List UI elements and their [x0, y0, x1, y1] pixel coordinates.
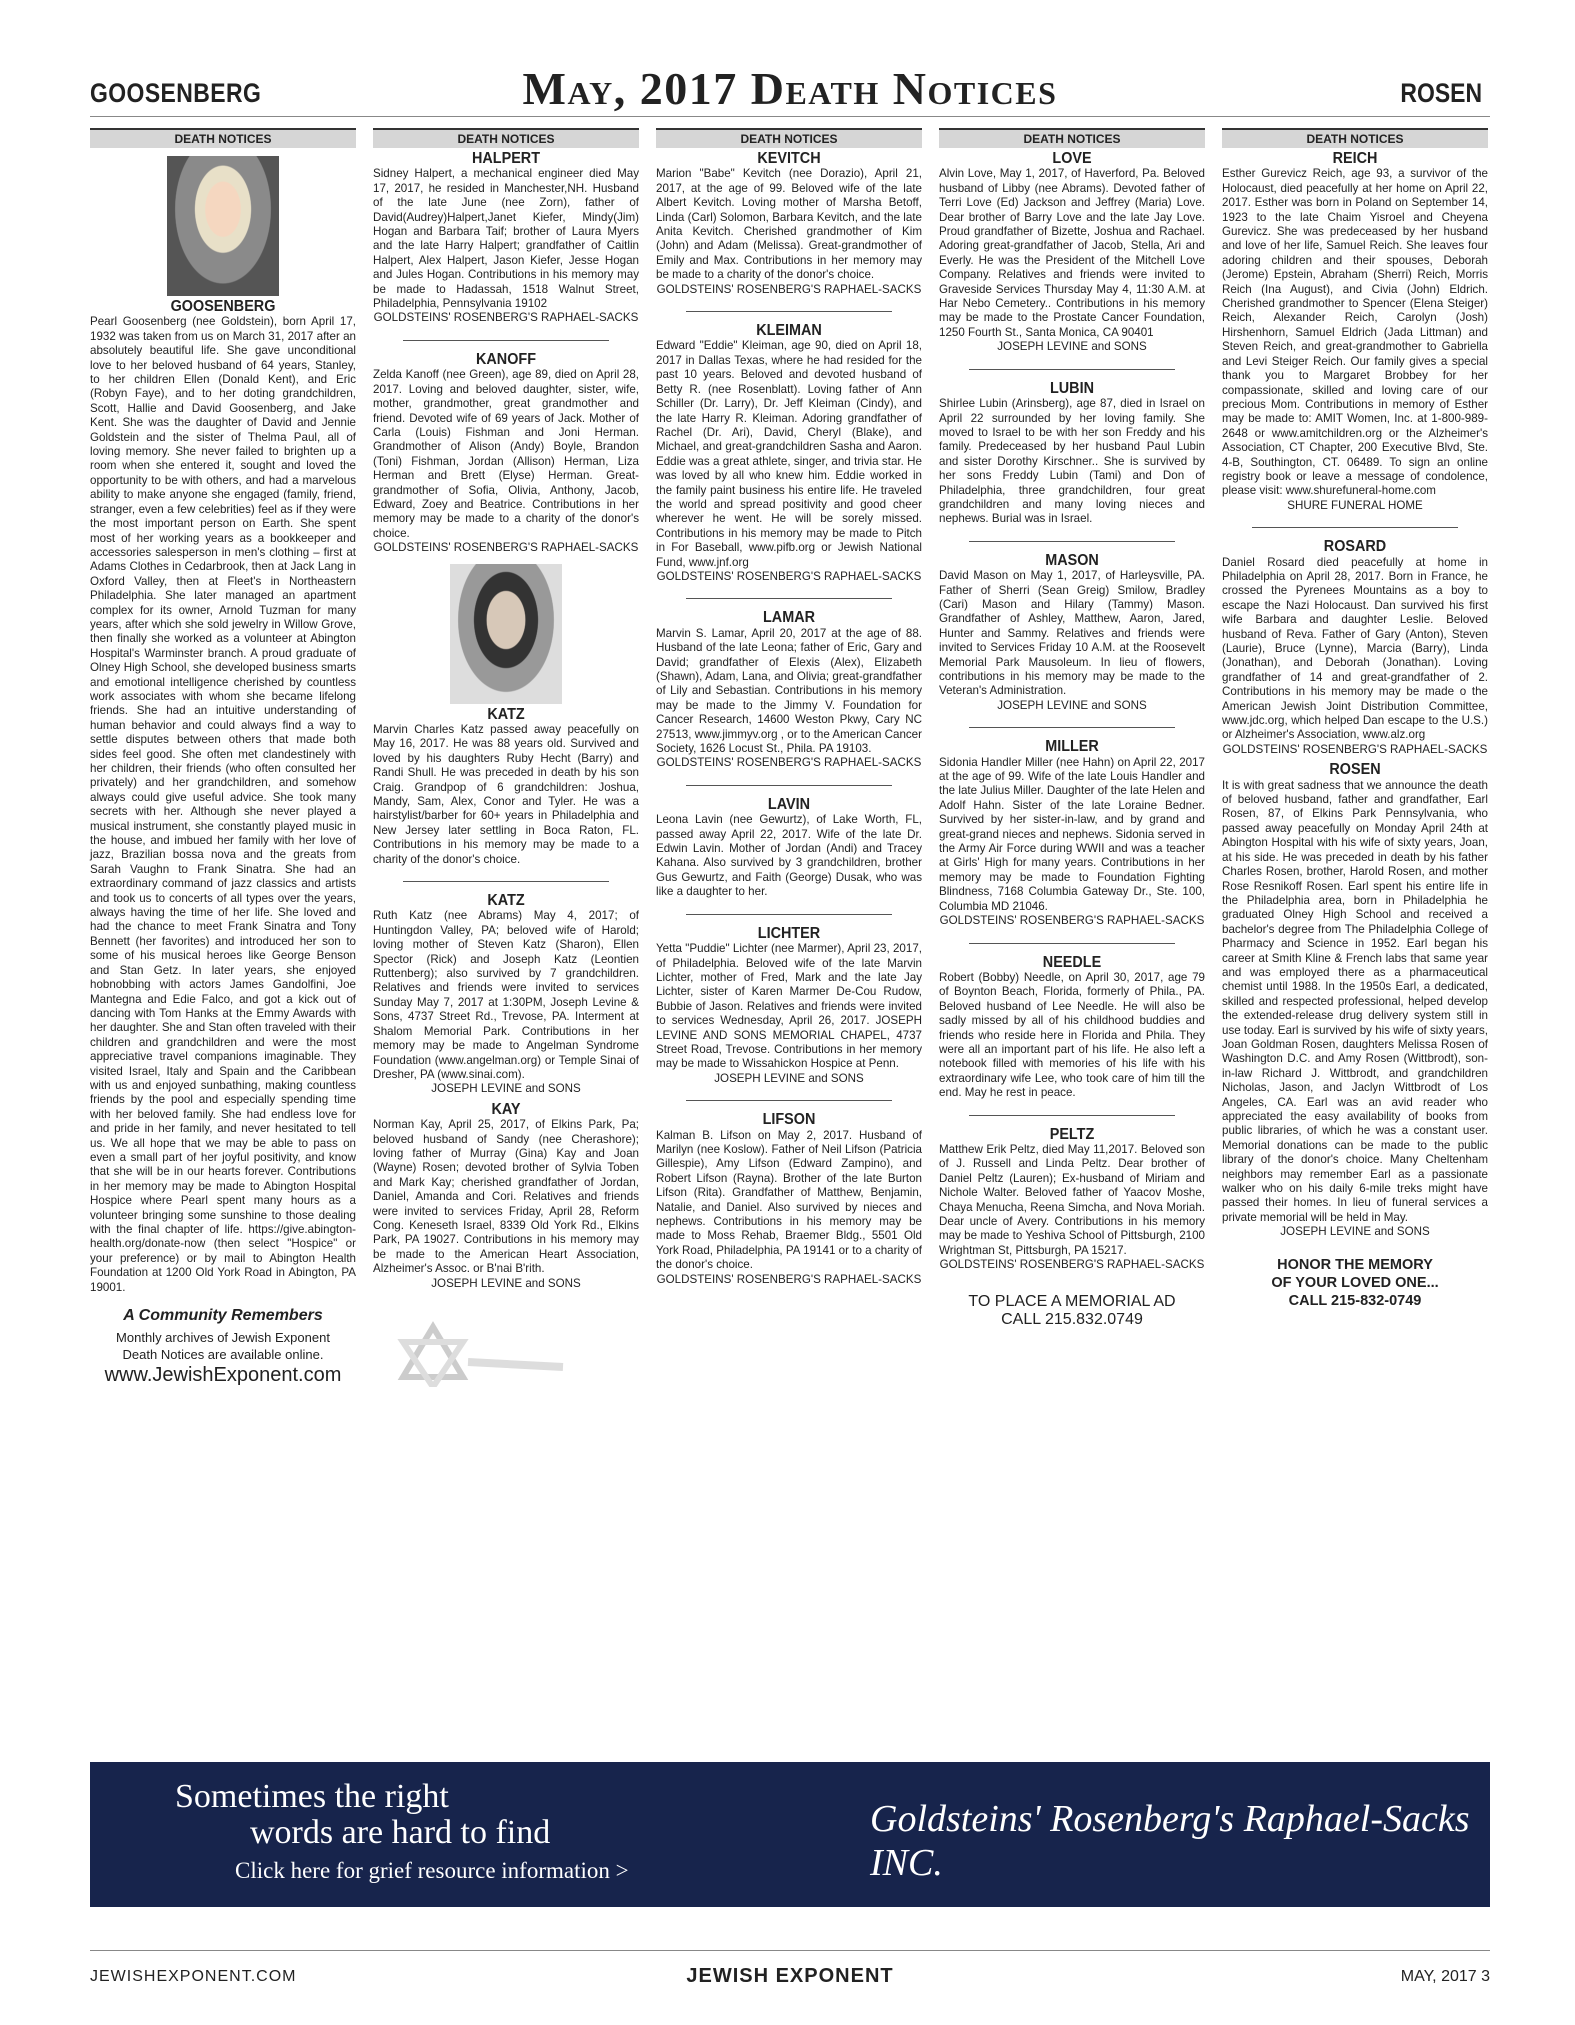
- honor-memory-callout: [1222, 1256, 1488, 1310]
- divider: [403, 340, 609, 341]
- notice-lamar: [656, 611, 922, 770]
- notice-body: Kalman B. Lifson on May 2, 2017. Husband of Marilyn (nee Koslow). Father of Neil Lifson (Patricia Gillespie), Amy Lifson (Edward Zampino), and Robert Lifson (Rayna). Brother of the late Burton Lifson (Rita). Grandfather of Matthew, Benjamin, Natalie, and Daniel. Also survived by nieces and nephews. Contributions in his memory may be made to Moss Rehab, Braemer Bldg., 5501 Old York Road, Philadelphia, PA 19141 or to a charity of the donor's choice.: [656, 1128, 922, 1272]
- notice-body: Sidney Halpert, a mechanical engineer died May 17, 2017, he resided in Manchester,NH. Husband of the late June (nee Zorn), father of David(Audrey)Halpert,Janet Kiefer, Mindy(Jim) Hogan and Barbara Taif; brother of Laura Myers and the late Harry Halpert; grandfather of Caitlin Halpert, Alex Halpert, Jason Kiefer, Jesse Hogan and Jules Hogan. Contributions in his memory may be made to Hadassah, 1518 Walnut Street, Philadelphia, Pennsylvania 19102: [373, 167, 639, 311]
- notice-name: LAVIN: [767, 795, 811, 813]
- funeral-home: GOLDSTEINS' ROSENBERG'S RAPHAEL-SACKS: [939, 914, 1205, 928]
- divider: [686, 785, 892, 786]
- running-head-right: ROSEN: [1400, 78, 1482, 108]
- divider: [969, 541, 1175, 542]
- ad-line1: TO PLACE A MEMORIAL AD: [968, 1292, 1176, 1310]
- notice-name: KEVITCH: [757, 150, 821, 167]
- memorial-ad-callout: [939, 1293, 1205, 1329]
- notice-body: Daniel Rosard died peacefully at home in Philadelphia on April 28, 2017. Born in France, he crossed the Pyrenees Mountains as a boy to escape the Nazi Holocaust. Dan survived his first wife Barbara and daughter Leslie. Beloved husband of Reva. Father of Gary (Anton), Steven (Laurie), Bruce (Lynne), Marcia (Barry), Linda (Jonathan), and Deborah (Jonathan). Loving grandfather of 14 and great-grandfather of 2. Contributions in his memory may be made o the American Jewish Joint Distribution Committee, www.jdc.org, which helped Dan escape to the U.S.) or Alzheimer's Association, www.alz.org: [1222, 555, 1488, 742]
- notice-body: Marvin S. Lamar, April 20, 2017 at the age of 88. Husband of the late Leona; father of Eric, Gary and David; grandfather of Elexis (Alex), Elizabeth (Shawn), Adam, Lana, and Olivia; great-grandfather of Lily and Sebastian. Contributions in his memory may be made to the Jimmy V. Foundation for Cancer Research, 14600 Weston Pkwy, Cary NC 27513, www.jimmyv.org , or to the American Cancer Society, 1626 Locust St., Phila. PA 19103.: [656, 626, 922, 756]
- notice-body: Shirlee Lubin (Arinsberg), age 87, died in Israel on April 22 surrounded by her loving family. She moved to Israel to be with her son Freddy and his family. Predeceased by her husband Paul Lubin and sister Dorothy Kirschner.. She is survived by her sons Freddy Lubin (Tami) and Don of Philadelphia, three grandchildren, four great grandchildren and many loving nieces and nephews. Burial was in Israel.: [939, 397, 1205, 526]
- funeral-home: JOSEPH LEVINE and SONS: [431, 1082, 581, 1096]
- community-line1: Monthly archives of Jewish Exponent: [116, 1330, 330, 1346]
- notices-columns: [90, 128, 1490, 1708]
- notice-body: Edward "Eddie" Kleiman, age 90, died on April 18, 2017 in Dallas Texas, where he had resided for the past 10 years. Beloved and devoted husband of Betty R. (nee Rosenblatt). Loving father of Ann Schiller (Dr. Larry), Dr. Jeff Kleiman (Cindy), and the late Harry R. Kleiman. Adoring grandfather of Rachel (Dr. Ari), David, Cheryl (Blake), and Michael, and great-grandchildren Sasha and Aaron. Eddie was a great athlete, singer, and trivia star. He was loved by all who knew him. Eddie worked in the family paint business his entire life. He traveled the world and spread positivity and good cheer wherever he went. He will be sorely missed. Contributions in his memory may be made to Pitch in For Baseball, www.pifb.org or Jewish National Fund, www.jnf.org: [656, 339, 922, 569]
- notice-rosard: [1222, 540, 1488, 757]
- portrait-photo: [167, 156, 279, 296]
- notice-name: KAY: [491, 1100, 521, 1118]
- notice-name: LOVE: [1052, 150, 1092, 167]
- notice-body: Esther Gurevicz Reich, age 93, a survivor of the Holocaust, died peacefully at her home on April 22, 2017. Esther was born in Poland on September 14, 1923 to the late Chaim Yisroel and Cheyena Gurevicz. She was predeceased by her husband and love of her life, Samuel Reich. She leaves four adoring children and their spouses, Deborah (Jerome) Epstein, Abraham (Sherri) Reich, Morris Reich (Ina August), and Civia (John) Eldrich. Cherished grandmother to Spencer (Elena Steiger) Reich, Alexander Reich, Carolyn (Josh) Hirshenhorn, Samuel Eldrich (Jada Littman) and Steven Reich, and great-grandmother to Gabriella and Levi Steiger Reich. Our family gives a special thank you to Margaret Brobbey for her compassionate, skilled and loving care of our precious Mom. Contributions in memory of Esther may be made to: AMIT Women, Inc. at 1-800-989-2648 or www.amitchildren.org or the Alzheimer's Association, CT Chapter, 200 Executive Blvd, Ste. 4-B, Southington, CT. 06489. To sign an online registry book or leave a message of condolence, please visit: www.shurefuneral-home.com: [1222, 167, 1488, 498]
- ad-phone: CALL 215.832.0749: [1001, 1310, 1143, 1328]
- notice-body: Marion "Babe" Kevitch (nee Dorazio), April 21, 2017, at the age of 99. Beloved wife of the late Albert Kevitch. Loving mother of Marsha Betoff, Linda (Carl) Solomon, Barbara Kevitch, and the late Anita Kevitch. Cherished grandmother of Kim (John) and Adam (Melissa). Great-grandmother of Emily and Max. Contributions in her memory may be made to a charity of the donor's choice.: [656, 167, 922, 282]
- notice-name: KANOFF: [476, 350, 536, 368]
- funeral-home: SHURE FUNERAL HOME: [1287, 498, 1423, 512]
- banner-line1: Sometimes the right: [175, 1778, 449, 1815]
- notice-body: Robert (Bobby) Needle, on April 30, 2017, age 79 of Boynton Beach, Florida, formerly of Phila., PA. Beloved husband of Lee Needle. He will also be sadly missed by all of his childhood buddies and friends who reside here in Florida and Phila. They were all an important part of his life. He also left a notebook filled with memories of his life with his extraordinary wife Lee, who took care of him till the end. May he rest in peace.: [939, 970, 1205, 1100]
- notice-name: HALPERT: [471, 150, 541, 167]
- divider: [686, 311, 892, 312]
- notice-kanoff: [373, 350, 639, 556]
- footer-publication-name: JEWISH EXPONENT: [686, 1965, 894, 1987]
- honor-line1: HONOR THE MEMORY: [1277, 1256, 1433, 1273]
- page-title: May, 2017 Death Notices: [522, 63, 1058, 114]
- honor-phone: CALL 215-832-0749: [1288, 1292, 1422, 1309]
- notice-body: Matthew Erik Peltz, died May 11,2017. Beloved son of J. Russell and Linda Peltz. Dear brother of Daniel Peltz (Lauren); Ex-husband of Miriam and Nichole Walter. Beloved father of Yaacov Moshe, Chaya Menucha, Reena Simcha, and Nova Moriah. Dear uncle of Avery. Contributions in his memory may be made to Yeshiva School of Pittsburgh, 2100 Wrightman St, Pittsburgh, PA 15217.: [939, 1142, 1205, 1257]
- notice-peltz: [939, 1125, 1205, 1273]
- divider: [686, 1100, 892, 1101]
- funeral-home: GOLDSTEINS' ROSENBERG'S RAPHAEL-SACKS: [1222, 742, 1488, 756]
- notice-name: LIFSON: [762, 1111, 816, 1129]
- funeral-home: JOSEPH LEVINE and SONS: [431, 1276, 581, 1290]
- banner-line2: words are hard to find: [250, 1814, 551, 1851]
- funeral-home: JOSEPH LEVINE and SONS: [1280, 1225, 1430, 1239]
- grief-resource-link[interactable]: Click here for grief resource information >: [235, 1858, 629, 1883]
- notice-body: Sidonia Handler Miller (nee Hahn) on April 22, 2017 at the age of 99. Wife of the late Louis Handler and the late Julius Miller. Daughter of the late Helen and Adolf Hahn. Sister of the late Loraine Bedner. Survived by her sister-in-law, and by grand and great-grand nieces and nephews. Sidonia served in the Army Air Force during WWII and was a teacher at Girls' High for many years. Contributions in her memory may be made to Foundation Fighting Blindness, 7168 Columbia Gateway Dr., Ste. 100, Columbia MD 21046.: [939, 755, 1205, 913]
- notice-body: Pearl Goosenberg (nee Goldstein), born April 17, 1932 was taken from us on March 31, 2017 after an absolutely beautiful life. She gave unconditional love to her beloved husband of 64 years, Stanley, to her children Ellen (Donald Kent), and Eric (Robyn Faye), and to her doting grandchildren, Scott, Hallie and David Goosenberg, and Jake Kent. She was the daughter of David and Jennie Goldstein and the sister of Thelma Paul, all of loving memory. She never failed to brighten up a room when she entered it, sought and loved the opportunity to be with others, and had a marvelous ability to make anyone she engaged (family, friend, stranger, even a few celebrities) feel as if they were the most important person on Earth. She spent most of her working years as a bookkeeper and accessories salesperson in men's clothing – first at Adams Clothes in Cedarbrook, then at Jack Lang in Oxford Valley, then at Fleet's in Northeastern Philadelphia. She later managed an apartment complex for its owner, Arnold Tuzman for many years, after which she sold jewelry in Willow Grove, then finally she worked as a volunteer at Abington Hospital's Warminster branch. A proud graduate of Olney High School, she developed business smarts and emotional intelligence cherished by countless work associates with whom she became lifelong friends. She had an intuitive understanding of human behavior and could always find a way to settle disputes between others that made both sides feel good. She often met clandestinely with her children, their friends (who often consulted her privately) and her grandchildren, and somehow always could give useful advice. She took many secrets with her. Although she never played a musical instrument, she constantly played music in the house, and imbued her family with her love of jazz, Brazilian bossa nova and the greats from Sarah Vaughn to Frank Sinatra. She had an extraordinary command of jazz classics and artists and took us to concerts of all types over the years, always having the time of her life. She loved and had the chance to meet Frank Sinatra and Tony Bennett (her favorites) and introduced her son to some of his musical heroes like George Benson and Stan Getz. In later years, she enjoyed hobnobbing with actors James Gandolfini, Joe Mantegna and Edie Falco, and got a kick out of dancing with Tom Hanks at the Emmy Awards with her daughter. She and Stan often traveled with their children and grandchildren and were the most appreciative travel companions imaginable. They visited Israel, Italy and Spain and the Caribbean with us and enjoyed sunbathing, making countless friends by the pool and especially spending time with her beloved family. She had endless love for and pride in her family, and never hesitated to tell us. We all hope that we may be able to pass on even a small part of her joyful positivity, and know that she will be in our hearts forever. Contributions in her memory may be made to Abington Hospital Hospice where Pearl spent many hours as a volunteer bringing some sunshine to those dealing with the final chapter of life. https://give.abington-health.org/donate-now (then select "Hospice" or your preference) or by mail to Abington Health Foundation at 1200 Old York Road in Abington, PA 19001.: [90, 315, 356, 1294]
- notice-rosen: [1222, 763, 1488, 1239]
- notice-goosenberg: [90, 300, 356, 1295]
- funeral-home: JOSEPH LEVINE and SONS: [997, 698, 1147, 712]
- column-header: DEATH NOTICES: [90, 128, 356, 148]
- column-1: [90, 128, 356, 1388]
- notice-name: GOOSENBERG: [170, 298, 276, 315]
- notice-needle: [939, 953, 1205, 1101]
- notice-body: Ruth Katz (nee Abrams) May 4, 2017; of Huntingdon Valley, PA; beloved wife of Harold; loving mother of Steven Katz (Sharon), Ellen Spector (Rick) and Joseph Katz (Leontien Ruttenberg); also survived by 7 grandchildren. Relatives and friends were invited to services Sunday May 7, 2017 at 1:30PM, Joseph Levine & Sons, 4737 Street Rd., Trevose, PA. Interment at Shalom Memorial Park. Contributions in her memory may be made to Angelman Syndrome Foundation (www.angelman.org) or Temple Sinai of Dresher, PA (www.sinai.com).: [373, 909, 639, 1081]
- divider: [969, 943, 1175, 944]
- notice-body: Marvin Charles Katz passed away peacefully on May 16, 2017. He was 88 years old. Survived and loved by his daughters Ruby Hecht (Barry) and Randi Shull. He was preceded in death by his son Craig. Grandpop of 6 grandchildren: Joshua, Mandy, Sam, Alex, Conor and Tyler. He was a hairstylist/barber for 60+ years in Philadelphia and New Jersey later settling in Boca Raton, FL. Contributions in his memory may be made to a charity of the donor's choice.: [373, 722, 639, 866]
- portrait-photo: [450, 564, 562, 704]
- divider: [1252, 527, 1458, 528]
- notice-lavin: [656, 795, 922, 900]
- community-line2: Death Notices are available online.: [122, 1347, 324, 1363]
- column-header: DEATH NOTICES: [656, 128, 922, 148]
- notice-name: PELTZ: [1049, 1125, 1095, 1143]
- divider: [686, 914, 892, 915]
- column-5: [1222, 128, 1488, 1310]
- notice-body: Yetta "Puddie" Lichter (nee Marmer), April 23, 2017, of Philadelphia. Beloved wife of the late Marvin Lichter, mother of Fred, Mark and the late Jay Lichter, sister of Karen Marmer De-Cou Rudow, Bubbie of Jason. Relatives and friends were invited to services Wednesday, April 26, 2017. JOSEPH LEVINE AND SONS MEMORIAL CHAPEL, 4737 Street Road, Trevose. Contributions in her memory may be made to Wissahickon Hospice at Penn.: [656, 942, 922, 1071]
- community-remembers: [90, 1307, 356, 1387]
- notice-name: MASON: [1045, 551, 1099, 569]
- column-header: DEATH NOTICES: [939, 128, 1205, 148]
- notice-lifson: [656, 1113, 922, 1287]
- running-head-left: GOOSENBERG: [90, 78, 262, 108]
- funeral-home: GOLDSTEINS' ROSENBERG'S RAPHAEL-SACKS: [939, 1258, 1205, 1272]
- notice-love: [939, 152, 1205, 355]
- footer-site-url: JEWISHEXPONENT.COM: [90, 1968, 297, 1985]
- funeral-home: GOLDSTEINS' ROSENBERG'S RAPHAEL-SACKS: [656, 756, 922, 770]
- notice-body: Zelda Kanoff (nee Green), age 89, died on April 28, 2017. Loving and beloved daughter, sister, wife, mother, grandmother, great grandmother and friend. Devoted wife of 69 years of Jack. Mother of Carla (Louis) Fishman and Joni Herman. Grandmother of Alison (Andy) Boyle, Brandon (Toni) Fishman, Jordan (Allison) Herman, Liza Herman and Brett (Elyse) Herman. Great-grandmother of Sofia, Olivia, Anthony, Jacob, Edward, Zoey and Beatrice. Contributions in her memory may be made to a charity of the donor's choice.: [373, 368, 639, 540]
- title-divider: [90, 116, 1490, 117]
- column-header: DEATH NOTICES: [373, 128, 639, 148]
- notice-name: KATZ: [487, 892, 525, 910]
- star-of-david-icon: [373, 1317, 573, 1387]
- notice-body: Alvin Love, May 1, 2017, of Haverford, Pa. Beloved husband of Libby (nee Abrams). Devoted father of Terri Love (Ed) Jackson and Jeffrey (Maria) Love. Dear brother of Barry Love and the late Jay Love. Proud grandfather of Bizette, Joshua and Rachael. Adoring great-grandfather of Jacob, Stella, Ari and Everly. He was the President of the Mitchell Love Company. Relatives and friends were invited to Graveside Services Thursday May 4, 11:30 A.M. at Har Nebo Cemetery.. Contributions in his memory may be made to the Prostate Cancer Foundation, 1250 Fourth St., Santa Monica, CA 90401: [939, 167, 1205, 339]
- column-4: [939, 128, 1205, 1329]
- community-url-link[interactable]: www.JewishExponent.com: [104, 1364, 342, 1387]
- notice-body: Norman Kay, April 25, 2017, of Elkins Park, Pa; beloved husband of Sandy (nee Cherashore); loving father of Murray (Gina) Kay and Joan (Wayne) Rosen; devoted brother of Sylvia Toben and Mark Kay; cherished grandfather of Jordan, Daniel, Amanda and Cori. Relatives and friends were invited to services Friday, April 28, Reform Cong. Keneseth Israel, 8339 Old York Rd., Elkins Park, PA 19027. Contributions in his memory may be made to the American Heart Association, Alzheimer's Assoc. or B'nai B'rith.: [373, 1118, 639, 1276]
- notice-halpert: [373, 152, 639, 326]
- column-header: DEATH NOTICES: [1222, 128, 1488, 148]
- notice-name: MILLER: [1045, 738, 1099, 756]
- funeral-home: GOLDSTEINS' ROSENBERG'S RAPHAEL-SACKS: [373, 311, 639, 325]
- funeral-home: GOLDSTEINS' ROSENBERG'S RAPHAEL-SACKS: [373, 541, 639, 555]
- notice-lubin: [939, 379, 1205, 527]
- divider: [969, 727, 1175, 728]
- notice-mason: [939, 551, 1205, 713]
- footer-date-page: MAY, 2017 3: [1400, 1968, 1490, 1985]
- notice-body: David Mason on May 1, 2017, of Harleysville, PA. Father of Sherri (Sean Greig) Smilow, Bradley (Cari) Mason and Hilary (Tammy) Mason. Grandfather of Ashley, Matthew, Aaron, Jared, Hunter and Sammy. Relatives and friends were invited to Services Friday 10 A.M. at the Roosevelt Memorial Park Mausoleum. In lieu of flowers, contributions in his memory may be made to the Veteran's Administration.: [939, 569, 1205, 698]
- notice-name: LUBIN: [1049, 379, 1094, 397]
- community-title: A Community Remembers: [123, 1307, 323, 1325]
- honor-line2: OF YOUR LOVED ONE...: [1271, 1274, 1439, 1291]
- notice-body: It is with great sadness that we announce the death of beloved husband, father and grandfather, Earl Rosen, 87, of Elkins Park Pennsylvania, who passed away peacefully on Monday April 24th at Abington Hospital with his wife of sixty years, Joan, at his side. He was preceded in death by his father Charles Rosen, brother, Harold Rosen, and mother Rose Resnikoff Rosen. Earl spent his entire life in the Philadelphia area, born in Philadelphia he graduated Olney High School and received a bachelor's degree from The Philadelphia College of Pharmacy and Science in 1952. Earl began his career at Smith Kline & French labs that same year and was employed there as a pharmaceutical chemist until 1988. In the 1950s Earl, a dedicated, skilled and respected professional, helped develop the extended-release drug delivery system still in use today. Earl is survived by his wife of sixty years, Joan Goldman Rosen, daughters Melissa Rosen of Washington D.C. and Amy Rosen (Wittbrodt), son-in-law Richard J. Wittbrodt, and grandchildren Nicholas, Jason, and Jaclyn Wittbrodt of Los Angeles, CA. Earl was an avid reader who appreciated the easy availability of books from public libraries, of which he was a constant user. Memorial donations can be made to the public library of the donor's choice. Many Cheltenham neighbors may remember Earl as a passionate walker who on his daily 6-mile treks might have passed their homes. In lieu of funeral services a private memorial will be held in May.: [1222, 778, 1488, 1224]
- notice-kleiman: [656, 324, 922, 584]
- notice-katz-ruth: [373, 894, 639, 1097]
- divider: [969, 1115, 1175, 1116]
- notice-name: LAMAR: [762, 609, 815, 627]
- notice-kay: [373, 1100, 639, 1291]
- divider: [686, 598, 892, 599]
- notice-name: NEEDLE: [1042, 953, 1102, 971]
- funeral-home: GOLDSTEINS' ROSENBERG'S RAPHAEL-SACKS: [656, 282, 922, 296]
- funeral-home-logo: Goldsteins' Rosenberg's Raphael-Sacks INC.: [870, 1798, 1470, 1884]
- notice-katz-marvin: [373, 705, 639, 867]
- newspaper-page: [90, 0, 1490, 2025]
- divider: [403, 881, 609, 882]
- notice-name: KLEIMAN: [756, 322, 822, 340]
- notice-name: ROSARD: [1323, 538, 1387, 556]
- funeral-home: JOSEPH LEVINE and SONS: [997, 340, 1147, 354]
- grief-resource-banner-ad[interactable]: [90, 1762, 1490, 1907]
- notice-name: ROSEN: [1329, 761, 1381, 779]
- notice-name: REICH: [1332, 150, 1378, 167]
- notice-name: LICHTER: [757, 924, 821, 942]
- column-3: [656, 128, 922, 1293]
- notice-kevitch: [656, 152, 922, 297]
- notice-body: Leona Lavin (nee Gewurtz), of Lake Worth, FL, passed away April 22, 2017. Wife of the late Dr. Edwin Lavin. Mother of Jordan (Andi) and Tracey Kahana. Also survived by 3 grandchildren, brother Gus Gewurtz, and Faith (George) Dusak, who was like a daughter to her.: [656, 813, 922, 899]
- funeral-home: JOSEPH LEVINE and SONS: [714, 1071, 864, 1085]
- notice-reich: [1222, 152, 1488, 513]
- footer-divider: [90, 1950, 1490, 1951]
- notice-miller: [939, 740, 1205, 928]
- notice-name: KATZ: [487, 705, 525, 723]
- column-2: [373, 128, 639, 1392]
- divider: [969, 369, 1175, 370]
- funeral-home: GOLDSTEINS' ROSENBERG'S RAPHAEL-SACKS: [656, 569, 922, 583]
- notice-lichter: [656, 924, 922, 1086]
- funeral-home: GOLDSTEINS' ROSENBERG'S RAPHAEL-SACKS: [656, 1272, 922, 1286]
